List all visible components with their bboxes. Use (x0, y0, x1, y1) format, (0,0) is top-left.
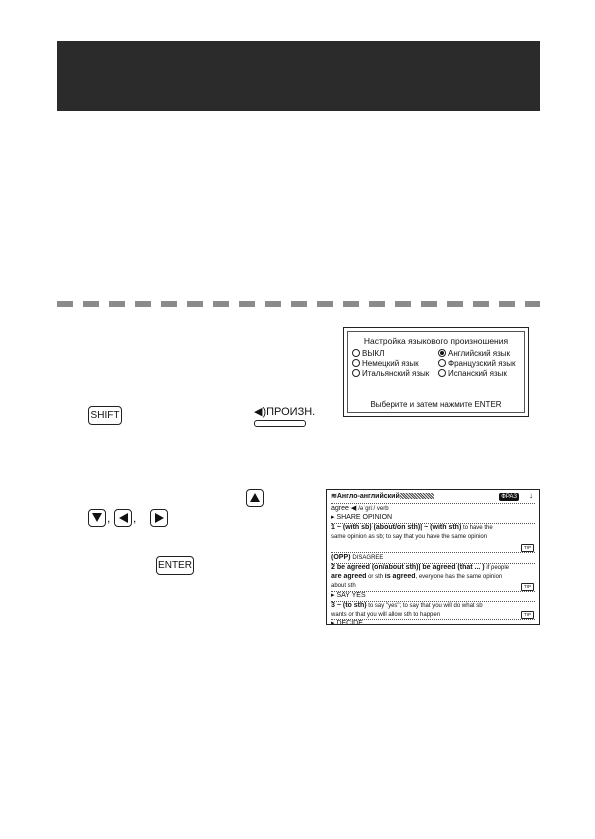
radio-icon (438, 359, 446, 367)
enter-key: ENTER (156, 556, 194, 575)
pronounce-key-label: ◀)ПРОИЗН. (254, 406, 316, 418)
up-arrow-key (246, 489, 264, 507)
separator-comma: , (133, 511, 137, 525)
pronunciation-settings-screen (343, 327, 529, 417)
screen-title: Настройка языкового произношения (363, 336, 509, 346)
sense-header: ▸ SAY YES (331, 592, 366, 599)
definition-line: same opinion as sb; to say that you have the same opinion (331, 534, 488, 540)
radio-icon (352, 369, 360, 377)
separator-comma: , (107, 511, 111, 525)
scroll-down-icon: ↓ (529, 491, 533, 500)
screen-header (331, 493, 535, 502)
opposite-line: (OPP) DISAGREE (331, 554, 384, 561)
tip-icon: TIP (521, 611, 534, 619)
left-arrow-key (114, 509, 132, 527)
down-arrow-key (88, 509, 106, 527)
radio-icon (352, 359, 360, 367)
right-arrow-key (150, 509, 168, 527)
definition-line: about sth (331, 583, 356, 589)
pronounce-key-body (254, 420, 306, 427)
separator (331, 503, 535, 504)
sense-header: ▸ SHARE OPINION (331, 514, 393, 521)
option-italian: Итальянский язык (352, 369, 429, 378)
tip-icon: TIP (521, 544, 534, 552)
down-arrow-icon (92, 513, 102, 522)
separator (331, 552, 535, 553)
phrase-badge: ФРАЗ (501, 494, 517, 500)
dictionary-title: ≋Англо-английский (331, 493, 434, 502)
definition-line: 3 ~ (to sth) to say "yes"; to say that you will do what sb (331, 602, 483, 609)
dictionary-entry-screen (326, 489, 540, 625)
definition-line: 2 be agreed (on/about sth)| be agreed (that ... ) if people (331, 564, 510, 571)
option-off: ВЫКЛ (352, 349, 384, 358)
definition-line: wants or that you will allow sth to happen (331, 612, 441, 618)
option-french: Французский язык (438, 359, 515, 368)
speaker-icon: ◀ (350, 505, 357, 512)
definition-line: 1 ~ (with sb) (about/on sth)| ~ (with sth) to have the (331, 524, 493, 531)
sense-header: ▸ DECIDE (331, 620, 363, 625)
option-english: Английский язык (438, 349, 510, 358)
radio-icon (438, 369, 446, 377)
dashed-divider (57, 301, 540, 307)
screen-footer: Выберите и затем нажмите ENTER (370, 400, 502, 409)
hatch-bar (400, 493, 434, 499)
left-arrow-icon (119, 513, 128, 523)
option-german: Немецкий язык (352, 359, 419, 368)
pronounce-key (254, 405, 316, 425)
radio-icon (352, 349, 360, 357)
section-header-band (57, 41, 540, 111)
shift-key: SHIFT (88, 406, 122, 425)
up-arrow-icon (250, 493, 260, 502)
radio-selected-icon (438, 349, 446, 357)
tip-icon: TIP (521, 583, 534, 591)
definition-line: are agreed or sth is agreed, everyone has the same opinion (331, 573, 503, 580)
right-arrow-icon (155, 513, 164, 523)
option-spanish: Испанский язык (438, 369, 507, 378)
headword-line: agree ◀ /əˈɡriː/ verb (331, 505, 389, 512)
